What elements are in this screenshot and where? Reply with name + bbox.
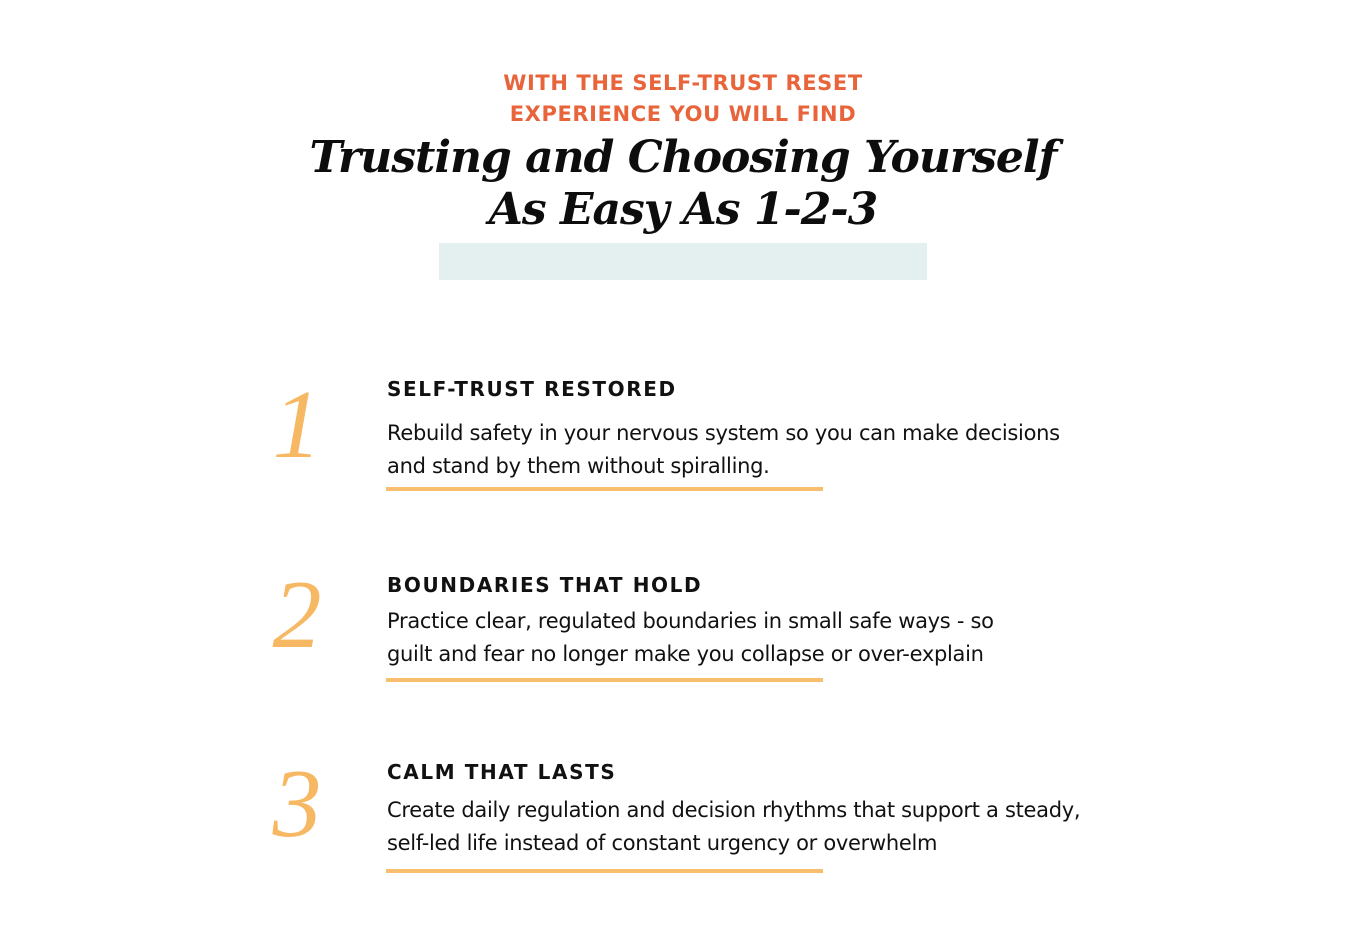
step-description-line-1: Rebuild safety in your nervous system so you can make decisions: [387, 421, 1060, 445]
title-accent-bar: [439, 243, 927, 280]
step-description-line-2: guilt and fear no longer make you collapse or over-explain: [387, 642, 984, 666]
step-heading: BOUNDARIES THAT HOLD: [387, 573, 703, 597]
eyebrow-line-1: WITH THE SELF-TRUST RESET: [503, 71, 863, 95]
step-number: 3: [272, 750, 322, 858]
step-description-line-1: Practice clear, regulated boundaries in small safe ways - so: [387, 609, 994, 633]
step-number: 1: [272, 371, 322, 479]
step-divider: [386, 487, 823, 491]
step-description-line-2: self-led life instead of constant urgency or overwhelm: [387, 831, 938, 855]
step-heading: SELF-TRUST RESTORED: [387, 377, 677, 401]
step-description-line-2: and stand by them without spiralling.: [387, 454, 770, 478]
step-divider: [386, 869, 823, 873]
step-divider: [386, 678, 823, 682]
eyebrow-line-2: EXPERIENCE YOU WILL FIND: [509, 102, 857, 126]
headline-line-2: As Easy As 1-2-3: [488, 184, 878, 235]
step-number: 2: [272, 561, 322, 669]
headline-line-1: Trusting and Choosing Yourself: [309, 132, 1057, 183]
step-heading: CALM THAT LASTS: [387, 760, 617, 784]
step-description-line-1: Create daily regulation and decision rhythms that support a steady,: [387, 798, 1081, 822]
